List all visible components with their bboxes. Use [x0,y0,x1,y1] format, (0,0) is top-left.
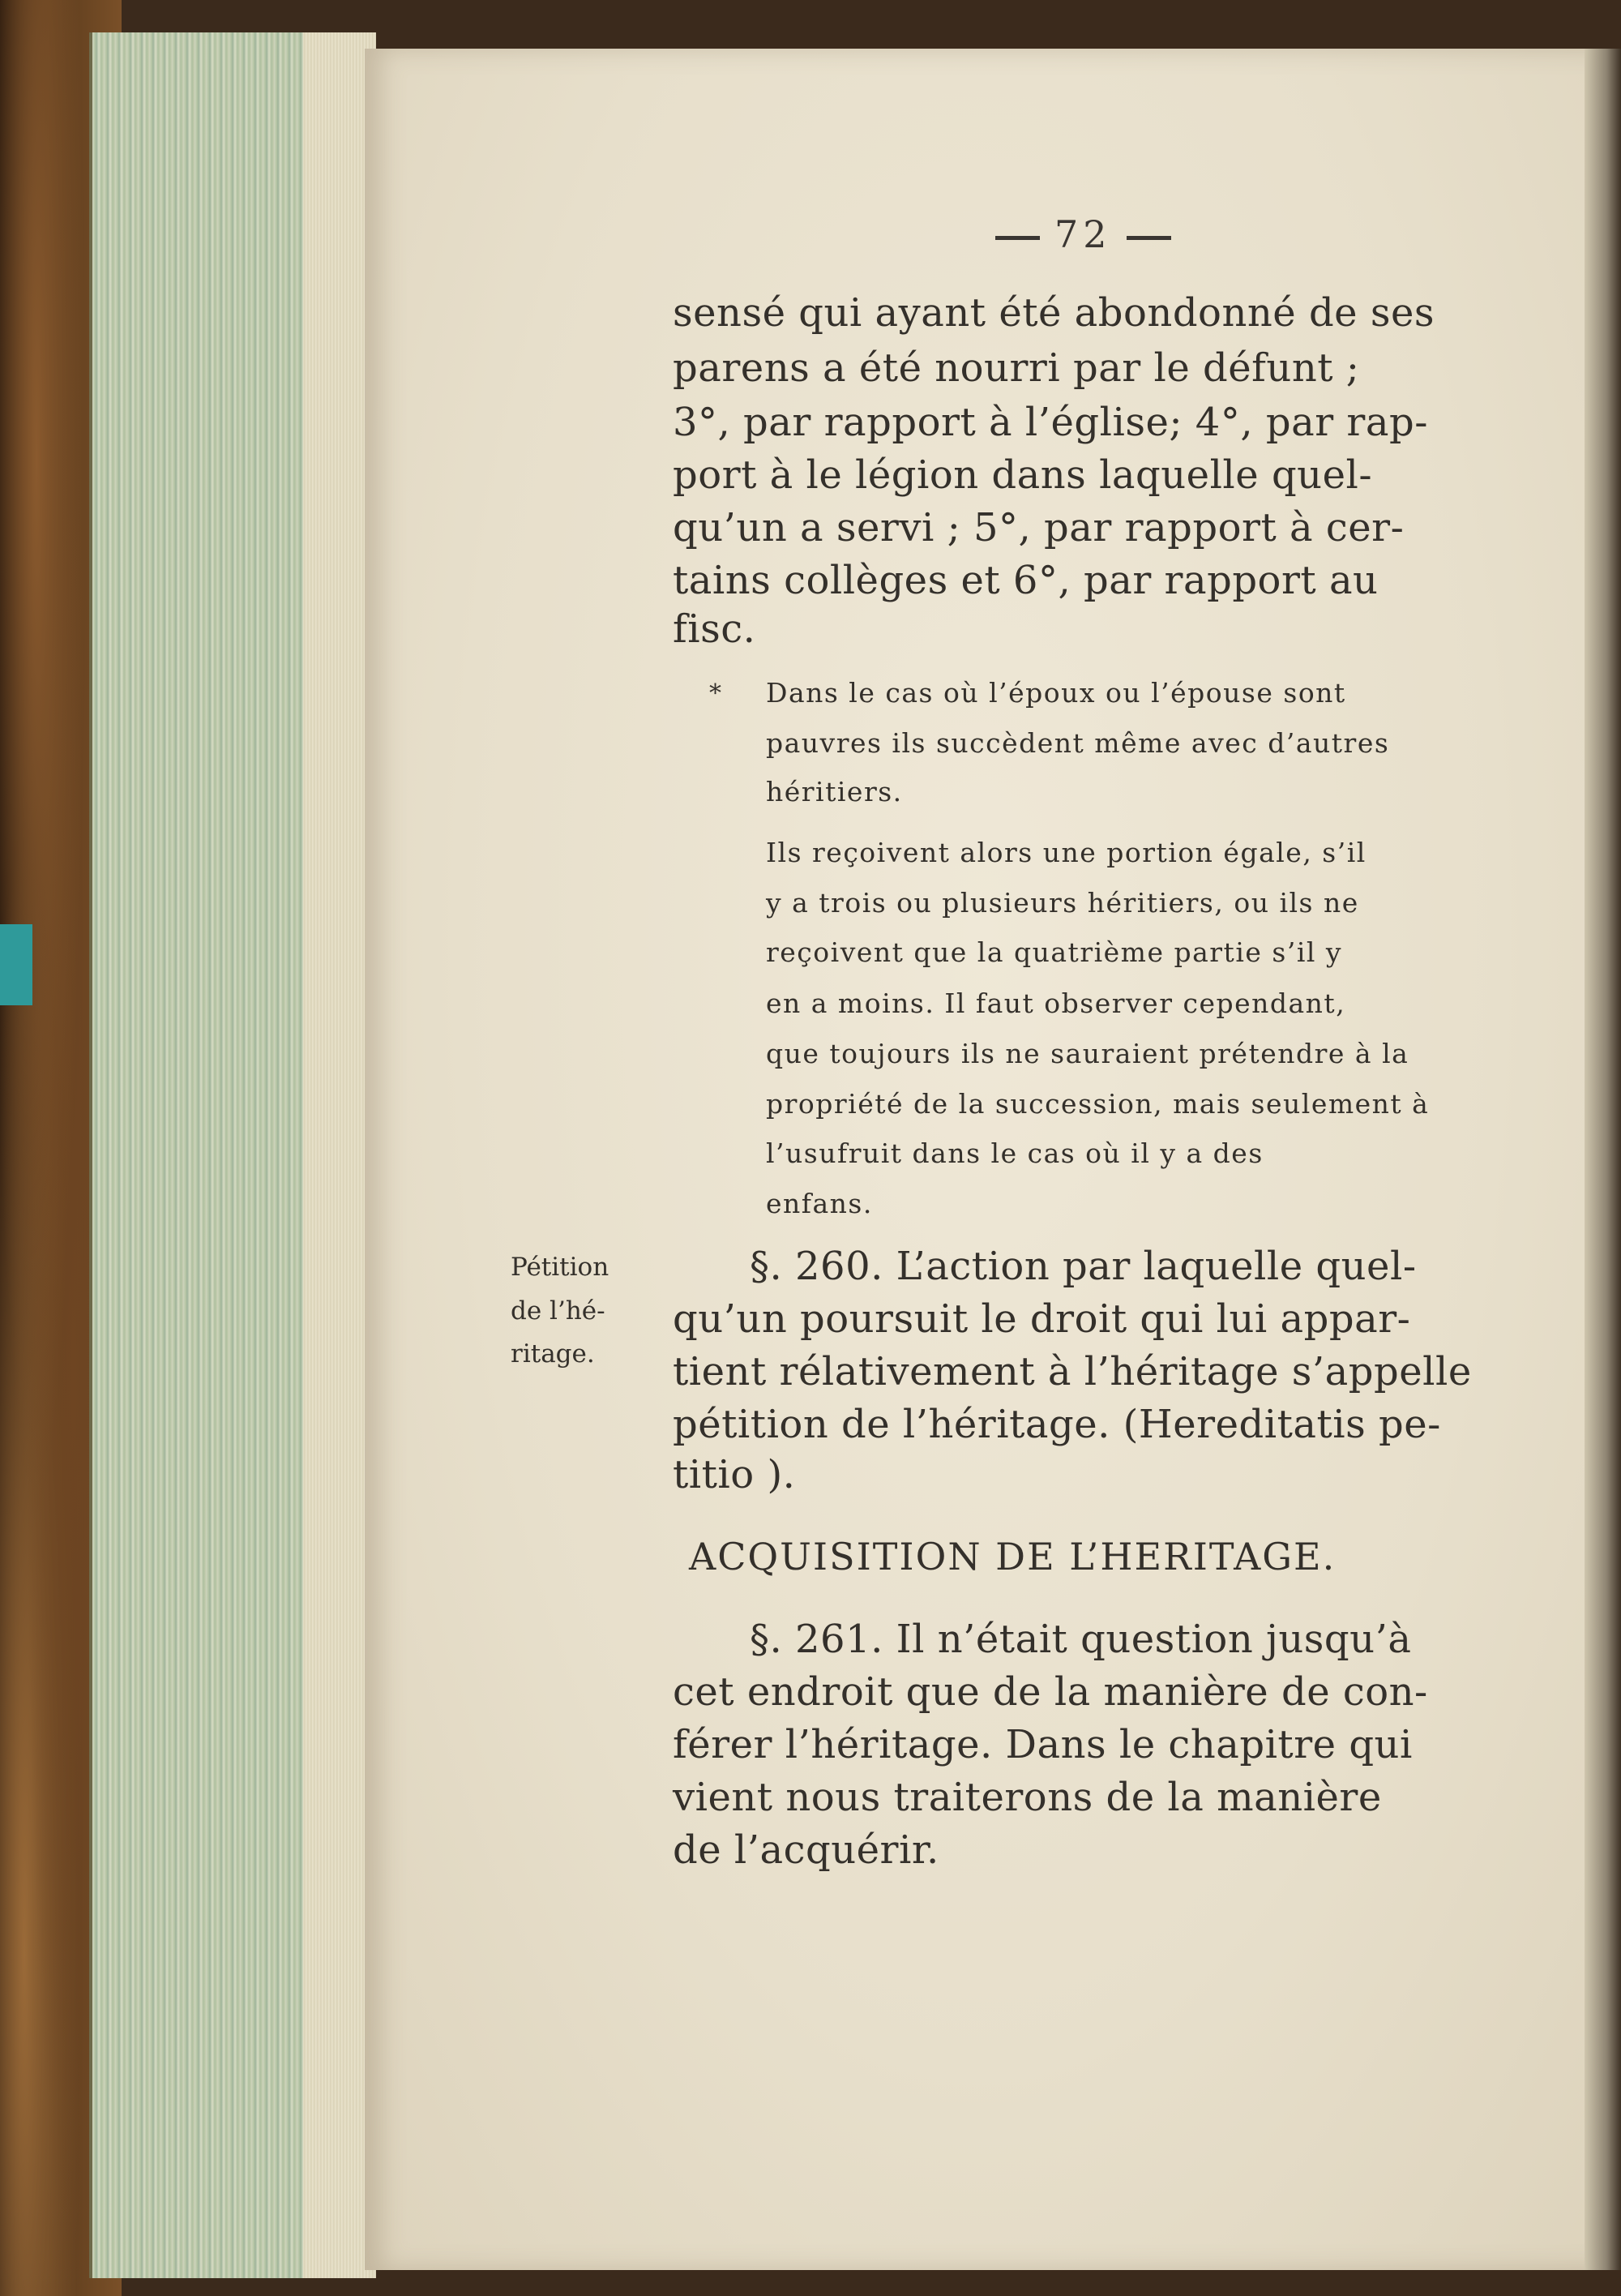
section-260-line: §. 260. L’action par laquelle quel- [750,1244,1417,1289]
page-number-value: 72 [1054,212,1112,256]
footnote-line: reçoivent que la quatrième partie s’il y [766,936,1343,968]
margin-note-line: Pétition [511,1253,609,1282]
section-261-line: de l’acquérir. [673,1827,939,1873]
footnote-marker: * [709,679,721,708]
footnote-line: Ils reçoivent alors une portion égale, s’il [766,837,1367,868]
body-line: parens a été nourri par le défunt ; [673,345,1360,391]
section-260-line: qu’un poursuit le droit qui lui appar- [673,1296,1411,1342]
footnote-line: enfans. [766,1188,873,1219]
section-260-line: titio ). [673,1452,796,1497]
footnote-line: en a moins. Il faut observer cependant, [766,987,1346,1019]
body-line: tains collèges et 6°, par rapport au [673,558,1379,603]
dash-left [995,236,1040,240]
footnote-line: y a trois ou plusieurs héritiers, ou ils ne [766,887,1359,919]
footnote-line: Dans le cas où l’époux ou l’épouse sont [766,677,1346,709]
section-261-line: férer l’héritage. Dans le chapitre qui [673,1722,1413,1767]
body-line: sensé qui ayant été abondonné de ses [673,290,1435,336]
footnote-line: l’usufruit dans le cas où il y a des [766,1137,1264,1169]
footnote-line: héritiers. [766,776,903,807]
section-261-line: cet endroit que de la manière de con- [673,1669,1428,1715]
cover-label-tab [0,924,32,1005]
body-line: fisc. [673,606,756,652]
section-260-line: tient rélativement à l’héritage s’appelle [673,1349,1472,1394]
section-261-line: §. 261. Il n’était question jusqu’à [750,1617,1412,1662]
footnote-line: que toujours ils ne sauraient prétendre à la [766,1038,1409,1069]
body-line: port à le légion dans laquelle quel- [673,452,1373,498]
body-line: 3°, par rapport à l’église; 4°, par rap- [673,400,1428,445]
dash-right [1127,236,1171,240]
margin-note-line: ritage. [511,1339,595,1369]
page-block-edges [89,32,376,2278]
page-number [981,212,1186,256]
section-heading: ACQUISITION DE L’HERITAGE. [689,1535,1337,1578]
section-261-line: vient nous traiterons de la manière [673,1775,1382,1820]
margin-note-line: de l’hé- [511,1296,605,1326]
page-right-edge [1585,49,1621,2270]
section-260-line: pétition de l’héritage. (Hereditatis pe- [673,1402,1441,1447]
body-line: qu’un a servi ; 5°, par rapport à cer- [673,505,1405,550]
footnote-line: pauvres ils succèdent même avec d’autres [766,727,1390,759]
footnote-line: propriété de la succession, mais seulement à [766,1088,1430,1120]
